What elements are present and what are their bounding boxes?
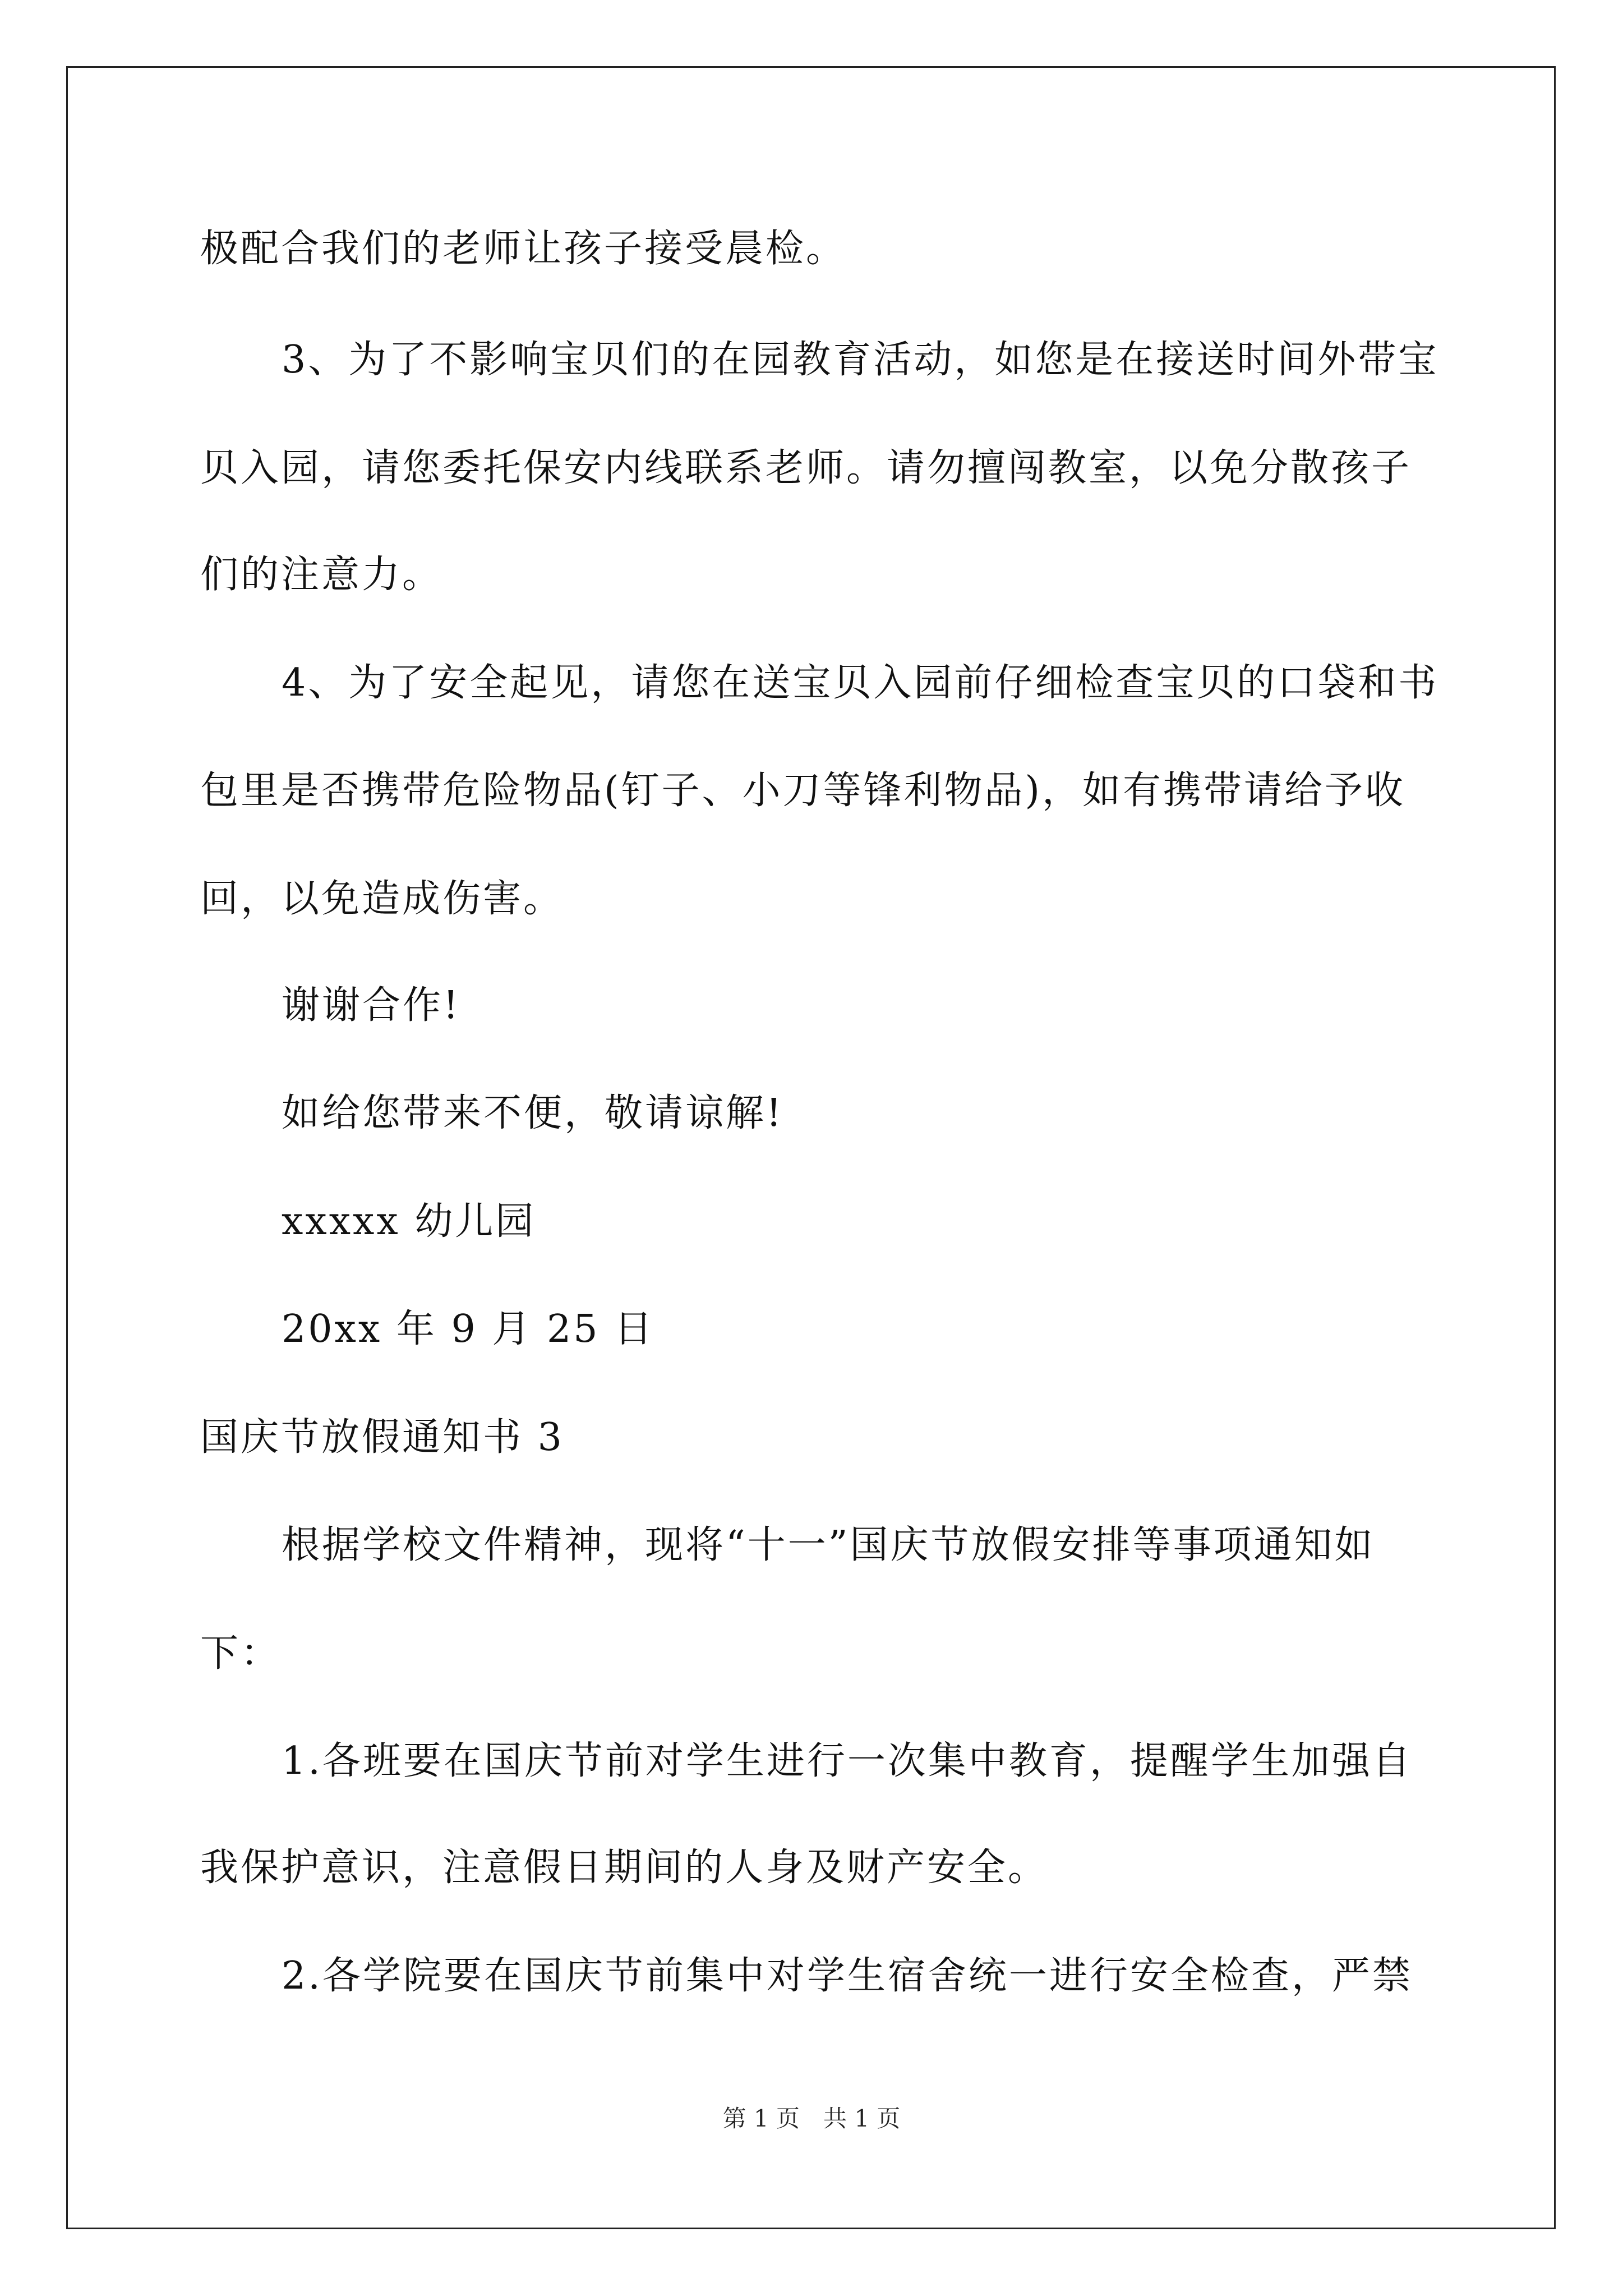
section-title: 国庆节放假通知书 3 — [200, 1415, 564, 1460]
paragraph-line: 如给您带来不便，敬请谅解! — [282, 1091, 784, 1135]
paragraph-line: 回，以免造成伤害。 — [200, 877, 564, 921]
page-border — [66, 66, 1556, 2229]
date-line: 20xx 年 9 月 25 日 — [282, 1307, 655, 1351]
paragraph-line: 2.各学院要在国庆节前集中对学生宿舍统一进行安全检查，严禁 — [282, 1954, 1413, 1998]
paragraph-line: 极配合我们的老师让孩子接受晨检。 — [200, 227, 847, 271]
paragraph-line: 根据学校文件精神，现将“十一”国庆节放假安排等事项通知如 — [282, 1523, 1375, 1567]
signature-line: xxxxx 幼儿园 — [282, 1199, 536, 1244]
paragraph-line: 3、为了不影响宝贝们的在园教育活动，如您是在接送时间外带宝 — [282, 338, 1439, 382]
paragraph-line: 4、为了安全起见，请您在送宝贝入园前仔细检查宝贝的口袋和书 — [282, 661, 1439, 705]
paragraph-line: 我保护意识，注意假日期间的人身及财产安全。 — [200, 1846, 1049, 1890]
page-number-footer: 第 1 页 共 1 页 — [722, 2105, 901, 2132]
paragraph-line: 们的注意力。 — [200, 553, 443, 597]
paragraph-line: 下： — [200, 1631, 282, 1676]
paragraph-line: 谢谢合作! — [282, 983, 461, 1028]
paragraph-line: 贝入园，请您委托保安内线联系老师。请勿擅闯教室，以免分散孩子 — [200, 446, 1412, 490]
paragraph-line: 1.各班要在国庆节前对学生进行一次集中教育，提醒学生加强自 — [282, 1739, 1413, 1783]
paragraph-line: 包里是否携带危险物品(钉子、小刀等锋利物品)，如有携带请给予收 — [200, 769, 1406, 813]
